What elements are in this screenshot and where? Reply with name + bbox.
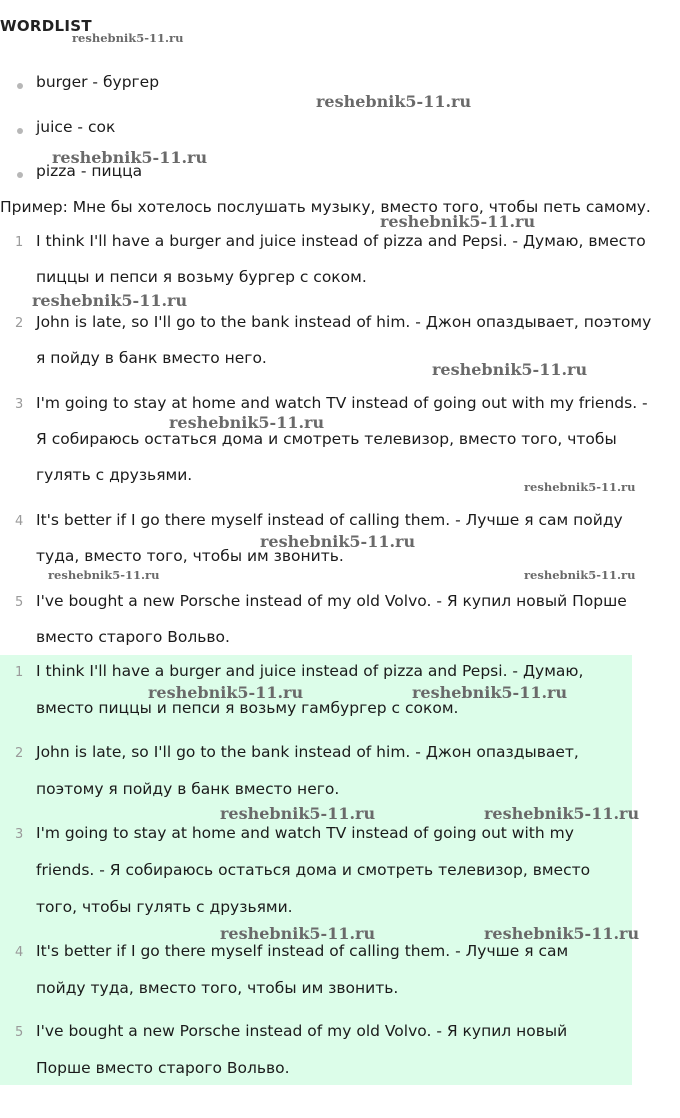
list-item-line: I think I'll have a burger and juice instead of pizza and Pepsi. - Думаю, вместо — [36, 232, 646, 250]
list-item-line: It's better if I go there myself instead of calling them. - Лучше я сам — [36, 942, 569, 960]
list-number: 2 — [15, 316, 24, 331]
watermark: reshebnik5-11.ru — [148, 683, 304, 702]
list-item-line: туда, вместо того, чтобы им звонить. — [36, 547, 344, 565]
watermark: reshebnik5-11.ru — [48, 568, 160, 582]
watermark: reshebnik5-11.ru — [524, 568, 636, 582]
watermark: reshebnik5-11.ru — [484, 804, 640, 823]
list-item-line: I've bought a new Porsche instead of my old Volvo. - Я купил новый Порше — [36, 592, 627, 610]
list-number: 4 — [15, 945, 24, 960]
watermark: reshebnik5-11.ru — [220, 804, 376, 823]
watermark: reshebnik5-11.ru — [432, 360, 588, 379]
list-item-line: I'm going to stay at home and watch TV instead of going out with my — [36, 824, 574, 842]
list-item-line: пойду туда, вместо того, чтобы им звонить. — [36, 979, 399, 997]
wordlist-item: burger - бургер — [36, 73, 160, 91]
list-item-line: вместо пиццы и пепси я возьму гамбургер с соком. — [36, 699, 459, 717]
bullet-icon — [17, 172, 23, 178]
list-number: 1 — [15, 235, 24, 250]
list-number: 2 — [15, 746, 24, 761]
wordlist-item: pizza - пицца — [36, 162, 143, 180]
list-item-line: friends. - Я собираюсь остаться дома и смотреть телевизор, вместо — [36, 861, 591, 879]
list-item-line: я пойду в банк вместо него. — [36, 349, 267, 367]
list-item-line: Я собираюсь остаться дома и смотреть телевизор, вместо того, чтобы — [36, 430, 617, 448]
bullet-icon — [17, 83, 23, 89]
list-item-line: John is late, so I'll go to the bank instead of him. - Джон опаздывает, — [36, 743, 579, 761]
example-sentence: Пример: Мне бы хотелось послушать музыку, вместо того, чтобы петь самому. — [0, 198, 651, 216]
watermark: reshebnik5-11.ru — [484, 924, 640, 943]
list-item-line: пиццы и пепси я возьму бургер с соком. — [36, 268, 367, 286]
list-number: 5 — [15, 595, 24, 610]
list-item-line: Порше вместо старого Вольво. — [36, 1059, 290, 1077]
watermark: reshebnik5-11.ru — [524, 480, 636, 494]
list-number: 3 — [15, 397, 24, 412]
watermark: reshebnik5-11.ru — [380, 212, 536, 231]
wordlist-title: WORDLIST — [0, 17, 92, 35]
wordlist-item: juice - сок — [36, 118, 116, 136]
list-item-line: I think I'll have a burger and juice instead of pizza and Pepsi. - Думаю, — [36, 662, 584, 680]
list-item-line: того, чтобы гулять с друзьями. — [36, 898, 293, 916]
list-item-line: I'm going to stay at home and watch TV instead of going out with my friends. - — [36, 394, 648, 412]
watermark: reshebnik5-11.ru — [316, 92, 472, 111]
list-number: 4 — [15, 514, 24, 529]
list-item-line: It's better if I go there myself instead of calling them. - Лучше я сам пойду — [36, 511, 623, 529]
list-number: 1 — [15, 665, 24, 680]
watermark: reshebnik5-11.ru — [52, 148, 208, 167]
list-item-line: вместо старого Вольво. — [36, 628, 230, 646]
watermark: reshebnik5-11.ru — [32, 291, 188, 310]
watermark: reshebnik5-11.ru — [72, 31, 184, 45]
list-item-line: John is late, so I'll go to the bank instead of him. - Джон опаздывает, поэтому — [36, 313, 652, 331]
list-item-line: I've bought a new Porsche instead of my old Volvo. - Я купил новый — [36, 1022, 568, 1040]
list-item-line: гулять с друзьями. — [36, 466, 193, 484]
list-number: 5 — [15, 1025, 24, 1040]
list-number: 3 — [15, 827, 24, 842]
bullet-icon — [17, 128, 23, 134]
list-item-line: поэтому я пойду в банк вместо него. — [36, 780, 340, 798]
watermark: reshebnik5-11.ru — [169, 413, 325, 432]
watermark: reshebnik5-11.ru — [220, 924, 376, 943]
watermark: reshebnik5-11.ru — [260, 532, 416, 551]
watermark: reshebnik5-11.ru — [412, 683, 568, 702]
